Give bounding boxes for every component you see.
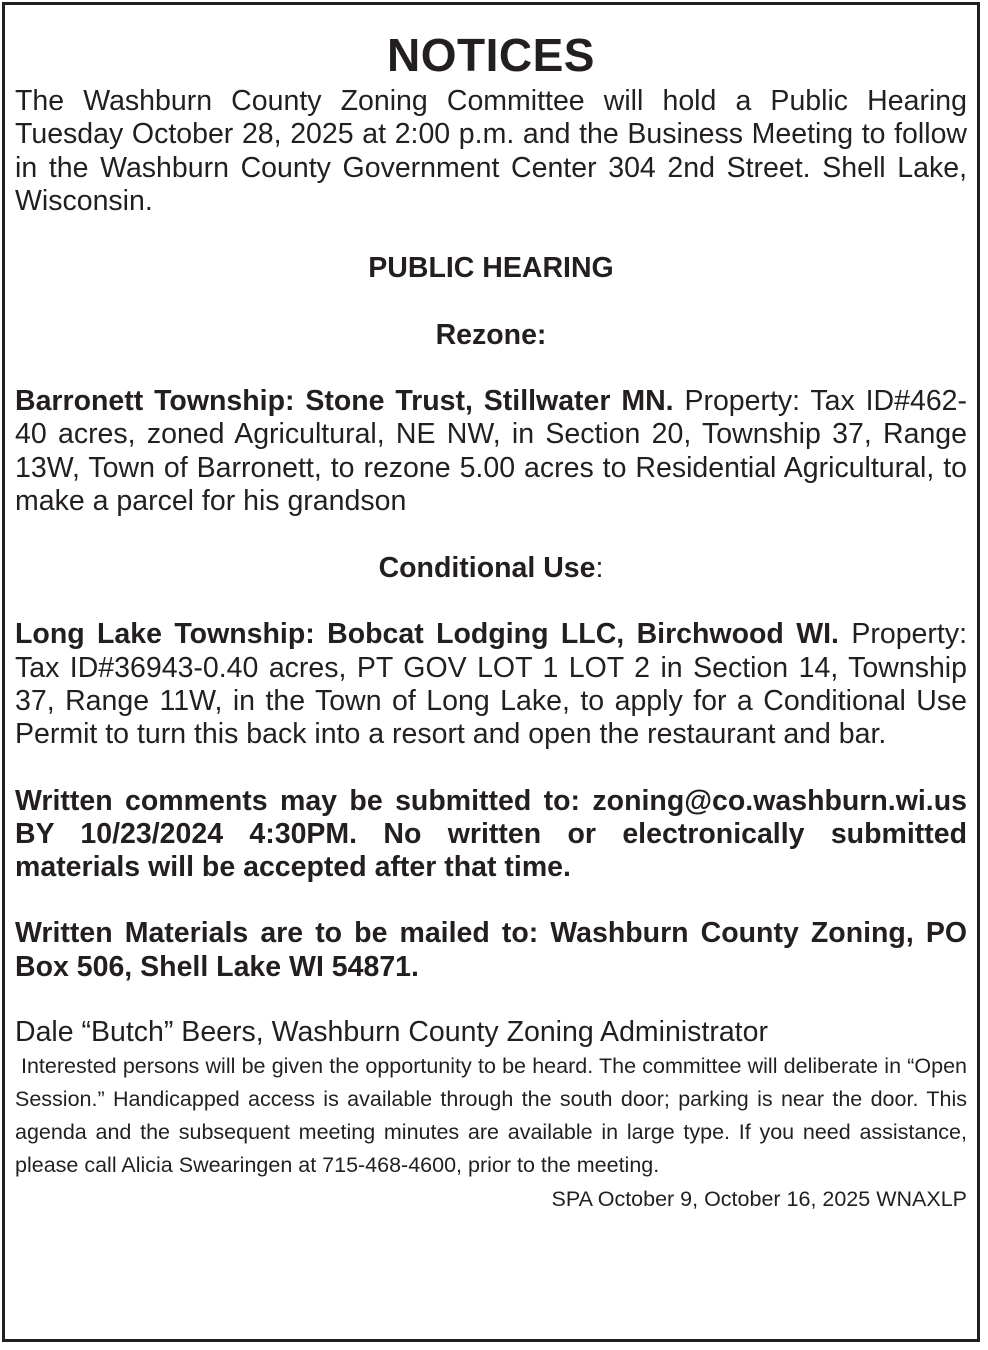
spacer	[15, 218, 967, 251]
spacer	[15, 352, 967, 385]
notice-content	[15, 27, 967, 1216]
spacer	[15, 752, 967, 785]
conditional-use-colon: :	[595, 552, 604, 585]
accessibility-text: Interested persons will be given the opportunity to be heard. The committee will deliberate in “Open Session.” Handicapped access is available through the south door; parking is near the door. This agenda and the subsequent meeting minutes are available in large type. If you need assistance, please call Alicia Swearingen at 715-468-4600, prior to the meeting.	[15, 1054, 967, 1178]
written-materials-paragraph: Written Materials are to be mailed to: Washburn County Zoning, PO Box 506, Shell Lake WI 54871.	[15, 917, 967, 983]
spacer	[15, 285, 967, 318]
conditional-use-item-lead: Long Lake Township: Bobcat Lodging LLC, Birchwood WI.	[15, 618, 839, 651]
spacer	[15, 518, 967, 551]
conditional-use-heading-line	[15, 551, 967, 585]
conditional-use-item	[15, 618, 967, 751]
written-comments-paragraph: Written comments may be submitted to: zoning@co.washburn.wi.us BY 10/23/2024 4:30PM. No written or electronically submitted materials will be accepted after that time.	[15, 784, 967, 884]
accessibility-paragraph	[15, 1050, 967, 1182]
notice-frame	[2, 2, 980, 1342]
rezone-item-text: Property: Tax ID#462-40 acres, zoned Agricultural, NE NW, in Section 20, Township 37, Range 13W, Town of Barronett, to rezone 5.00 acres to Residential Agricultural, to make a parcel for his grandson	[15, 385, 968, 518]
public-hearing-heading: PUBLIC HEARING	[368, 252, 614, 285]
notice-title: NOTICES	[387, 29, 595, 81]
spacer	[15, 984, 967, 1014]
conditional-use-item-text: Property: Tax ID#36943-0.40 acres, PT GOV LOT 1 LOT 2 in Section 14, Township 37, Range 11W, in the Town of Long Lake, to apply for a Conditional Use Permit to turn this back into a resort and open the restaurant and bar.	[15, 618, 967, 751]
spacer	[15, 585, 967, 618]
conditional-use-heading: Conditional Use	[378, 552, 596, 585]
administrator-signature: Dale “Butch” Beers, Washburn County Zoning Administrator	[15, 1016, 768, 1049]
rezone-item-lead: Barronett Township: Stone Trust, Stillwater MN.	[15, 385, 674, 418]
intro-paragraph: The Washburn County Zoning Committee will hold a Public Hearing Tuesday October 28, 2025 at 2:00 p.m. and the Business Meeting to follow in the Washburn County Government Center 304 2nd Street. Shell Lake, Wisconsin.	[15, 85, 967, 217]
publication-line: SPA October 9, October 16, 2025 WNAXLP	[551, 1187, 967, 1212]
spacer	[15, 884, 967, 917]
rezone-heading: Rezone:	[435, 319, 547, 352]
rezone-item	[15, 385, 967, 518]
